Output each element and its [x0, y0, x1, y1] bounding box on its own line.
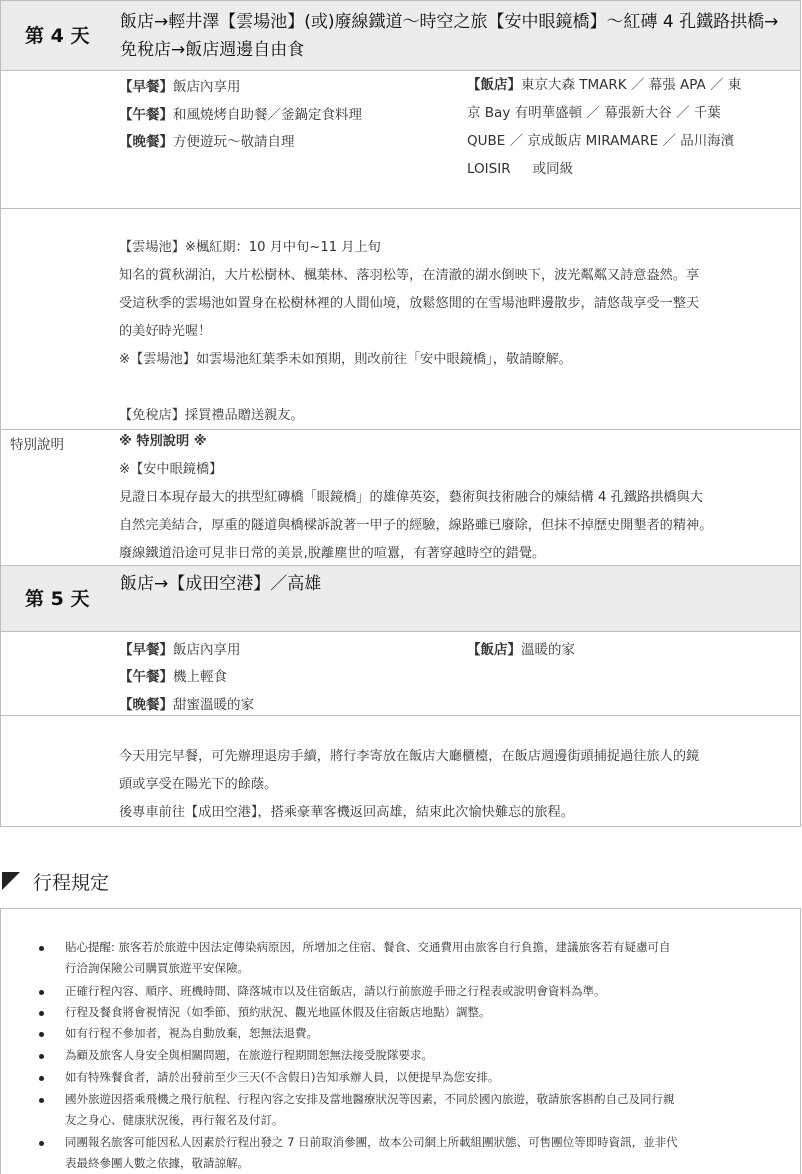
rule-item: 正確行程內容、順序、班機時間、降落城市以及住宿飯店，請以行前旅遊手冊之行程表或說明會資料為準。 — [65, 984, 606, 998]
paragraph-line: 後專車前往【成田空港】，搭乘豪華客機返回高雄，結束此次愉快難忘的旅程。 — [119, 805, 574, 820]
paragraph-line: 廢線鐵道沿途可見非日常的美景,脫離塵世的喧囂，有著穿越時空的錯覺。 — [119, 546, 546, 561]
paragraph-line: 頭或享受在陽光下的餘蔭。 — [119, 777, 278, 792]
day5-header — [0, 565, 801, 632]
bullet-icon — [39, 1076, 44, 1081]
day4-header — [0, 0, 801, 71]
day4-hotel-tag: 【飯店】 — [467, 77, 521, 93]
paragraph-line: 受這秋季的雲場池如置身在松樹林裡的人間仙境，放鬆悠閒的在雪場池畔邊散步，請悠哉享受一整天 — [119, 296, 700, 311]
rule-item: 行程及餐食將會視情況（如季節、預約狀況、觀光地區休假及住宿飯店地點）調整。 — [65, 1005, 491, 1019]
bullet-icon — [39, 946, 44, 951]
rule-item: 為顧及旅客人身安全與相關問題，在旅遊行程期間恕無法接受脫隊要求。 — [65, 1048, 433, 1062]
day4-lunch: 【午餐】和風燒烤自助餐／釜鍋定食料理 — [119, 107, 362, 123]
rule-item: 貼心提醒: 旅客若於旅遊中因法定傳染病原因，所增加之住宿、餐食、交通費用由旅客自行負擔，建議旅客若有疑慮可自 行洽詢保險公司購買旅遊平安保險。 — [65, 940, 671, 975]
day4-meals-section — [0, 71, 801, 209]
day4-hotel-line: LOISIR 或同級 — [467, 161, 574, 177]
special-notes-label: 特別說明 — [10, 437, 64, 453]
rule-item: 國外旅遊因搭乘飛機之飛行航程、行程內容之安排及當地醫療狀況等因素，不同於國內旅遊，敬請旅客斟酌自己及同行親 友之身心、健康狀況後，再行報名及付訂。 — [65, 1092, 675, 1127]
day5-label: 第 5 天 — [25, 588, 90, 610]
triangle-marker-icon — [2, 872, 20, 890]
rules-box — [0, 908, 801, 1174]
day4-hotel-line: 京 Bay 有明華盛頓 ／ 幕張新大谷 ／ 千葉 — [467, 105, 721, 121]
day4-title — [120, 8, 792, 64]
paragraph-line: 見證日本現存最大的拱型紅磚橋「眼鏡橋」的雄偉英姿，藝術與技術融合的煉結構 4 孔鐵路拱橋與大 — [119, 490, 703, 505]
day5-hotel-text: 溫暖的家 — [521, 642, 575, 658]
day5-hotel-tag: 【飯店】 — [467, 642, 521, 658]
special-heading: ※ 特別說明 ※ — [119, 434, 207, 449]
day5-dinner: 【晚餐】甜蜜溫暖的家 — [119, 697, 254, 713]
paragraph-line: 的美好時光喔！ — [119, 324, 212, 339]
day4-hotel-line: 東京大森 TMARK ／ 幕張 APA ／ 東 — [521, 77, 742, 93]
day5-title — [120, 570, 792, 598]
rules-title: 行程規定 — [33, 872, 110, 894]
day5-meals-section — [0, 632, 801, 716]
rule-item: 如有行程不參加者，視為自動放棄，恕無法退費。 — [65, 1026, 318, 1040]
day4-desc-text — [119, 234, 791, 430]
paragraph-line: 今天用完早餐，可先辦理退房手續，將行李寄放在飯店大廳櫃檯，在飯店週邊街頭捕捉過往旅人的鏡 — [119, 749, 700, 764]
rule-item: 如有特殊餐食者，請於出發前至少三天(不含假日)告知承辦人員，以便提早為您安排。 — [65, 1070, 500, 1084]
day4-breakfast: 【早餐】飯店內享用 — [119, 79, 241, 95]
day4-hotel-line: QUBE ／ 京成飯店 MIRAMARE ／ 品川海濱 — [467, 133, 735, 149]
special-subheading: ※【安中眼鏡橋】 — [119, 462, 223, 477]
day4-dinner: 【晚餐】方便遊玩～敬請自理 — [119, 134, 295, 150]
bullet-icon — [39, 1141, 44, 1146]
paragraph-line: 知名的賞秋湖泊，大片松樹林、楓葉林、落羽松等，在清澈的湖水倒映下，波光粼粼又詩意盎然。享 — [119, 268, 700, 283]
day5-hotel — [467, 638, 575, 658]
day5-title-text: 飯店→【成田空港】／高雄 — [120, 574, 322, 594]
bullet-icon — [39, 1011, 44, 1016]
day4-title-text: 飯店→輕井澤【雲場池】(或)廢線鐵道～時空之旅【安中眼鏡橋】～紅磚 4 孔鐵路拱橋→免稅店→飯店週邊自由食 — [120, 12, 779, 60]
paragraph-line: 【雲場池】※楓紅期：10 月中旬~11 月上旬 — [119, 240, 381, 255]
bullet-icon — [39, 1032, 44, 1037]
day4-special-text — [119, 428, 791, 568]
day5-lunch: 【午餐】機上輕食 — [119, 669, 227, 685]
bullet-icon — [39, 1098, 44, 1103]
day5-desc-text — [119, 743, 791, 827]
paragraph-line: ※【雲場池】如雲場池紅葉季未如預期，則改前往「安中眼鏡橋」，敬請瞭解。 — [119, 352, 572, 367]
paragraph-line: 【免稅店】採買禮品贈送親友。 — [119, 408, 304, 423]
paragraph-line — [119, 374, 791, 402]
day4-label: 第 4 天 — [25, 25, 90, 47]
bullet-icon — [39, 990, 44, 995]
rule-item: 同團報名旅客可能因私人因素於行程出發之 7 日前取消參團，故本公司網上所載組團狀態、可售團位等即時資訊，並非代 表最終參團人數之依據，敬請諒解。 — [65, 1135, 678, 1170]
paragraph-line: 自然完美結合，厚重的隧道與橋樑訴說著一甲子的經驗，線路雖已廢除，但抹不掉歷史開墾者的精神。 — [119, 518, 713, 533]
bullet-icon — [39, 1054, 44, 1059]
day5-breakfast: 【早餐】飯店內享用 — [119, 642, 241, 658]
